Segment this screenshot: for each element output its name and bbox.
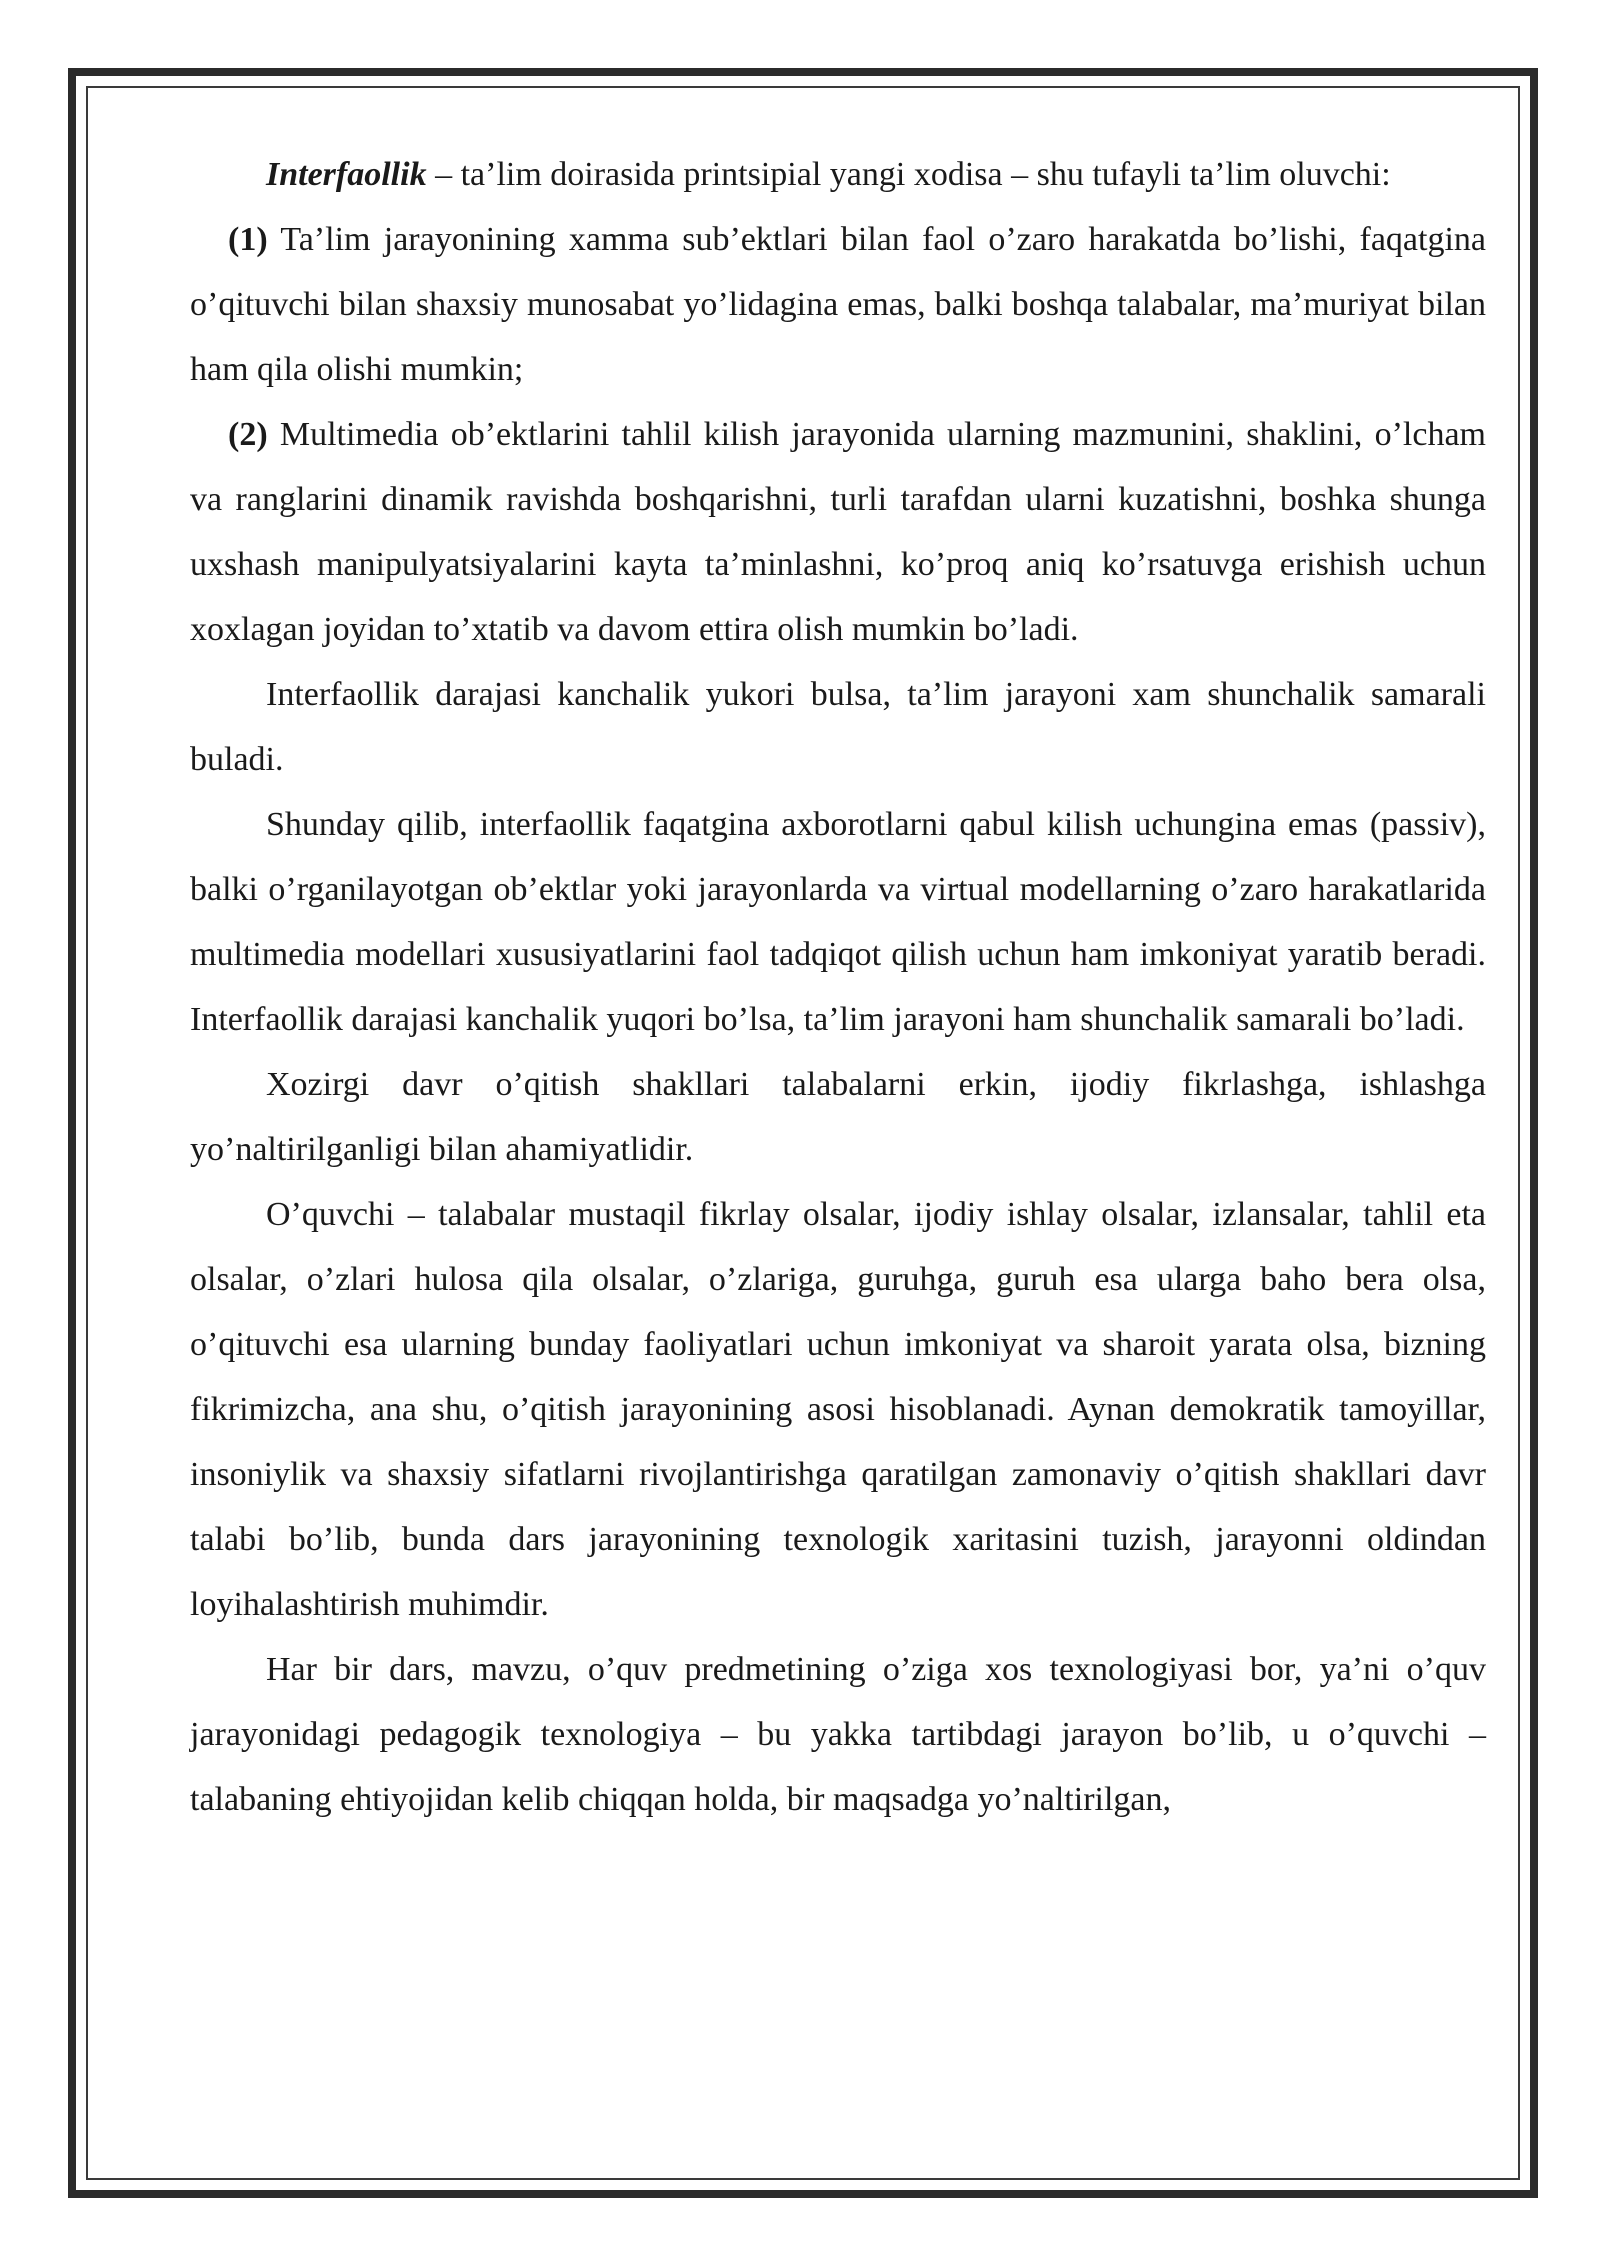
list-item-2	[190, 402, 1486, 662]
intro-paragraph	[190, 142, 1486, 207]
document-body	[190, 142, 1486, 1832]
paragraph: Shunday qilib, interfaollik faqatgina axborotlarni qabul kilish uchungina emas (passiv), balki o’rganilayotgan ob’ektlar yoki jarayonlarda va virtual modellarning o’zaro harakatlarida multimedia modellari xususiyatlarini faol tadqiqot qilish uchun ham imkoniyat yaratib beradi. Interfaollik darajasi kanchalik yuqori bo’lsa, ta’lim jarayoni ham shunchalik samarali bo’ladi.	[190, 806, 1486, 1038]
list-marker-2: (2)	[228, 416, 268, 453]
paragraph: Har bir dars, mavzu, o’quv predmetining o’ziga xos texnologiyasi bor, ya’ni o’quv jarayonidagi pedagogik texnologiya – bu yakka tartibdagi jarayon bo’lib, u o’quvchi – talabaning ehtiyojidan kelib chiqqan holda, bir maqsadga yo’naltirilgan,	[190, 1651, 1486, 1818]
list-item-2-text: Multimedia ob’ektlarini tahlil kilish jarayonida ularning mazmunini, shaklini, o’lcham va ranglarini dinamik ravishda boshqarishni, turli tarafdan ularni kuzatishni, boshka shunga uxshash manipulyatsiyalarini kayta ta’minlashni, ko’proq aniq ko’rsatuvga erishish uchun xoxlagan joyidan to’xtatib va davom ettira olish mumkin bo’ladi.	[190, 416, 1486, 648]
list-item-1-text: Ta’lim jarayonining xamma sub’ektlari bilan faol o’zaro harakatda bo’lishi, faqatgina o’qituvchi bilan shaxsiy munosabat yo’lidagina emas, balki boshqa talabalar, ma’muriyat bilan ham qila olishi mumkin;	[190, 221, 1486, 388]
list-item-1	[190, 207, 1486, 402]
intro-text: – ta’lim doirasida printsipial yangi xodisa – shu tufayli ta’lim oluvchi:	[426, 156, 1391, 193]
list-marker-1: (1)	[228, 221, 268, 258]
paragraph: O’quvchi – talabalar mustaqil fikrlay olsalar, ijodiy ishlay olsalar, izlansalar, tahlil eta olsalar, o’zlari hulosa qila olsalar, o’zlariga, guruhga, guruh esa ularga baho bera olsa, o’qituvchi esa ularning bunday faoliyatlari uchun imkoniyat va sharoit yarata olsa, bizning fikrimizcha, ana shu, o’qitish jarayonining asosi hisoblanadi. Aynan demokratik tamoyillar, insoniylik va shaxsiy sifatlarni rivojlantirishga qaratilgan zamonaviy o’qitish shakllari davr talabi bo’lib, bunda dars jarayonining texnologik xaritasini tuzish, jarayonni oldindan loyihalashtirish muhimdir.	[190, 1196, 1486, 1623]
paragraph: Interfaollik darajasi kanchalik yukori bulsa, ta’lim jarayoni xam shunchalik samarali buladi.	[190, 676, 1486, 778]
paragraph: Xozirgi davr o’qitish shakllari talabalarni erkin, ijodiy fikrlashga, ishlashga yo’naltirilganligi bilan ahamiyatlidir.	[190, 1066, 1486, 1168]
term-interfaollik: Interfaollik	[266, 156, 427, 193]
